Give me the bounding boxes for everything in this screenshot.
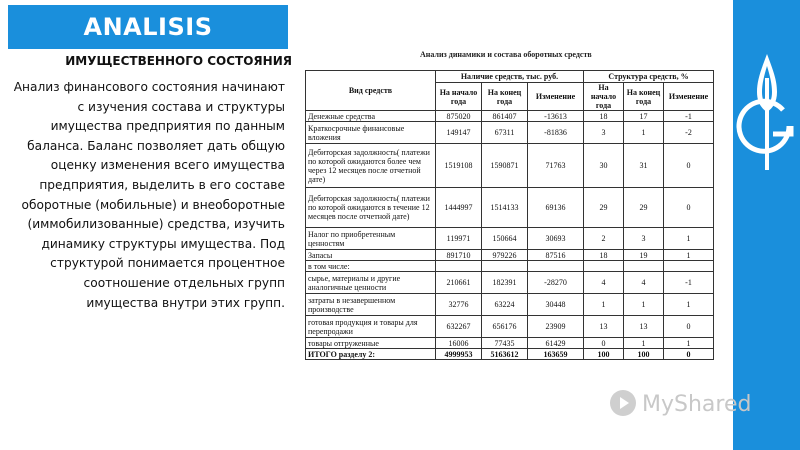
cell-v1: 210661 [436,272,482,294]
cell-v3: 30448 [528,294,584,316]
slide-title: ANALISIS [83,13,213,41]
intro-line: оборотные (мобильные) и внеоборотные [21,197,285,212]
cell-s2: 13 [624,316,664,338]
cell-s2: 4 [624,272,664,294]
cell-s1: 13 [584,316,624,338]
cell-name: товары отгруженные [306,338,436,349]
cell-v1: 16006 [436,338,482,349]
cell-v1 [436,261,482,272]
cell-name: готовая продукция и товары для перепродажи [306,316,436,338]
intro-line: баланса. Баланс позволяет дать общую [27,138,285,153]
cell-s3: -2 [664,122,714,144]
cell-s2: 17 [624,111,664,122]
cell-s1: 18 [584,250,624,261]
table-row [306,228,714,250]
header-change: Изменение [528,83,584,111]
cell-v3: -13613 [528,111,584,122]
header-start-pct: На начало года [584,83,624,111]
cell-name: Денежные средства [306,111,436,122]
cell-s3: 0 [664,316,714,338]
header-start: На начало года [436,83,482,111]
cell-v3: 61429 [528,338,584,349]
cell-s3: 1 [664,228,714,250]
cell-v1: 632267 [436,316,482,338]
table-row [306,349,714,360]
cell-s2: 31 [624,144,664,188]
cell-s1: 18 [584,111,624,122]
cell-name: Краткосрочные финансовые вложения [306,122,436,144]
cell-s1: 4 [584,272,624,294]
cell-v3: 23909 [528,316,584,338]
cell-s1: 0 [584,338,624,349]
cell-v2: 5163612 [482,349,528,360]
cell-v1: 32776 [436,294,482,316]
cell-v2 [482,261,528,272]
cell-s2: 100 [624,349,664,360]
intro-line: предприятия, выделить в его составе [39,177,285,192]
cell-s3: 0 [664,188,714,228]
cell-v2: 150664 [482,228,528,250]
flame-logo-icon [733,52,800,172]
cell-v3: -28270 [528,272,584,294]
cell-v2: 861407 [482,111,528,122]
intro-paragraph [8,78,285,313]
cell-v1: 119971 [436,228,482,250]
cell-v2: 67311 [482,122,528,144]
watermark-text: MyShared [642,392,752,417]
cell-v1: 1519108 [436,144,482,188]
cell-name: сырье, материалы и другие аналогичные ценности [306,272,436,294]
table-row [306,338,714,349]
table-row [306,111,714,122]
play-icon [610,390,636,416]
cell-v3: 87516 [528,250,584,261]
table-row [306,122,714,144]
cell-s2: 1 [624,338,664,349]
cell-s2: 1 [624,122,664,144]
cell-s1 [584,261,624,272]
cell-v2: 979226 [482,250,528,261]
table-row [306,316,714,338]
cell-s1: 2 [584,228,624,250]
table-row [306,272,714,294]
intro-line: Анализ финансового состояния начинают [13,80,285,94]
cell-s2: 29 [624,188,664,228]
cell-v3: -81836 [528,122,584,144]
intro-line: соотношение отдельных групп [83,275,285,290]
cell-s1: 1 [584,294,624,316]
header-structure: Структура средств, % [584,71,714,83]
cell-name: в том числе: [306,261,436,272]
cell-v1: 875020 [436,111,482,122]
cell-v3: 163659 [528,349,584,360]
current-assets-table-wrap [305,70,714,360]
cell-v2: 656176 [482,316,528,338]
header-availability: Наличие средств, тыс. руб. [436,71,584,83]
cell-s1: 30 [584,144,624,188]
cell-s3: 1 [664,250,714,261]
cell-v1: 891710 [436,250,482,261]
cell-s1: 100 [584,349,624,360]
cell-s3: 1 [664,338,714,349]
intro-line: имущества предприятия по данным [50,119,285,134]
intro-line: с изучения состава и структуры [77,99,285,114]
cell-v2: 63224 [482,294,528,316]
cell-s2: 1 [624,294,664,316]
cell-s2: 19 [624,250,664,261]
cell-v3 [528,261,584,272]
cell-s2 [624,261,664,272]
intro-line: динамику структуры имущества. Под [41,236,285,251]
title-banner [8,5,288,49]
cell-v3: 71763 [528,144,584,188]
cell-v1: 4999953 [436,349,482,360]
cell-v2: 77435 [482,338,528,349]
current-assets-table [305,70,714,360]
intro-line: структурой понимается процентное [50,256,285,271]
table-row [306,250,714,261]
cell-v2: 182391 [482,272,528,294]
cell-v1: 149147 [436,122,482,144]
cell-name: Дебиторская задолжность( платежи по которой ожидаются в течение 12 месяцев после отчетной дате) [306,188,436,228]
cell-v3: 30693 [528,228,584,250]
header-type: Вид средств [306,71,436,111]
cell-s3: 1 [664,294,714,316]
cell-name: Налог по приобретенным ценностям [306,228,436,250]
table-row [306,144,714,188]
header-change-pct: Изменение [664,83,714,111]
cell-s3: 0 [664,144,714,188]
cell-name: Запасы [306,250,436,261]
watermark [610,390,751,417]
cell-s3: 0 [664,349,714,360]
intro-line: оценку изменения всего имущества [50,158,285,173]
table-row [306,261,714,272]
slide-subtitle: ИМУЩЕСТВЕННОГО СОСТОЯНИЯ [65,54,292,68]
cell-s2: 3 [624,228,664,250]
cell-s1: 3 [584,122,624,144]
cell-name: ИТОГО разделу 2: [306,349,436,360]
cell-s3: -1 [664,111,714,122]
table-body [306,111,714,360]
cell-name: затраты в незавершенном производстве [306,294,436,316]
header-end: На конец года [482,83,528,111]
cell-v2: 1590871 [482,144,528,188]
cell-v2: 1514133 [482,188,528,228]
table-row [306,294,714,316]
cell-s1: 29 [584,188,624,228]
cell-v3: 69136 [528,188,584,228]
cell-name: Дебиторская задолжность( платежи по которой ожидаются более чем через 12 месяцев после отчетной дате) [306,144,436,188]
intro-line: (иммобилизованные) средства, изучить [27,217,285,232]
header-end-pct: На конец года [624,83,664,111]
table-row [306,188,714,228]
table-caption: Анализ динамики и состава оборотных средств [420,50,592,59]
cell-s3 [664,261,714,272]
cell-v1: 1444997 [436,188,482,228]
cell-s3: -1 [664,272,714,294]
intro-line: имущества внутри этих групп. [86,295,285,310]
